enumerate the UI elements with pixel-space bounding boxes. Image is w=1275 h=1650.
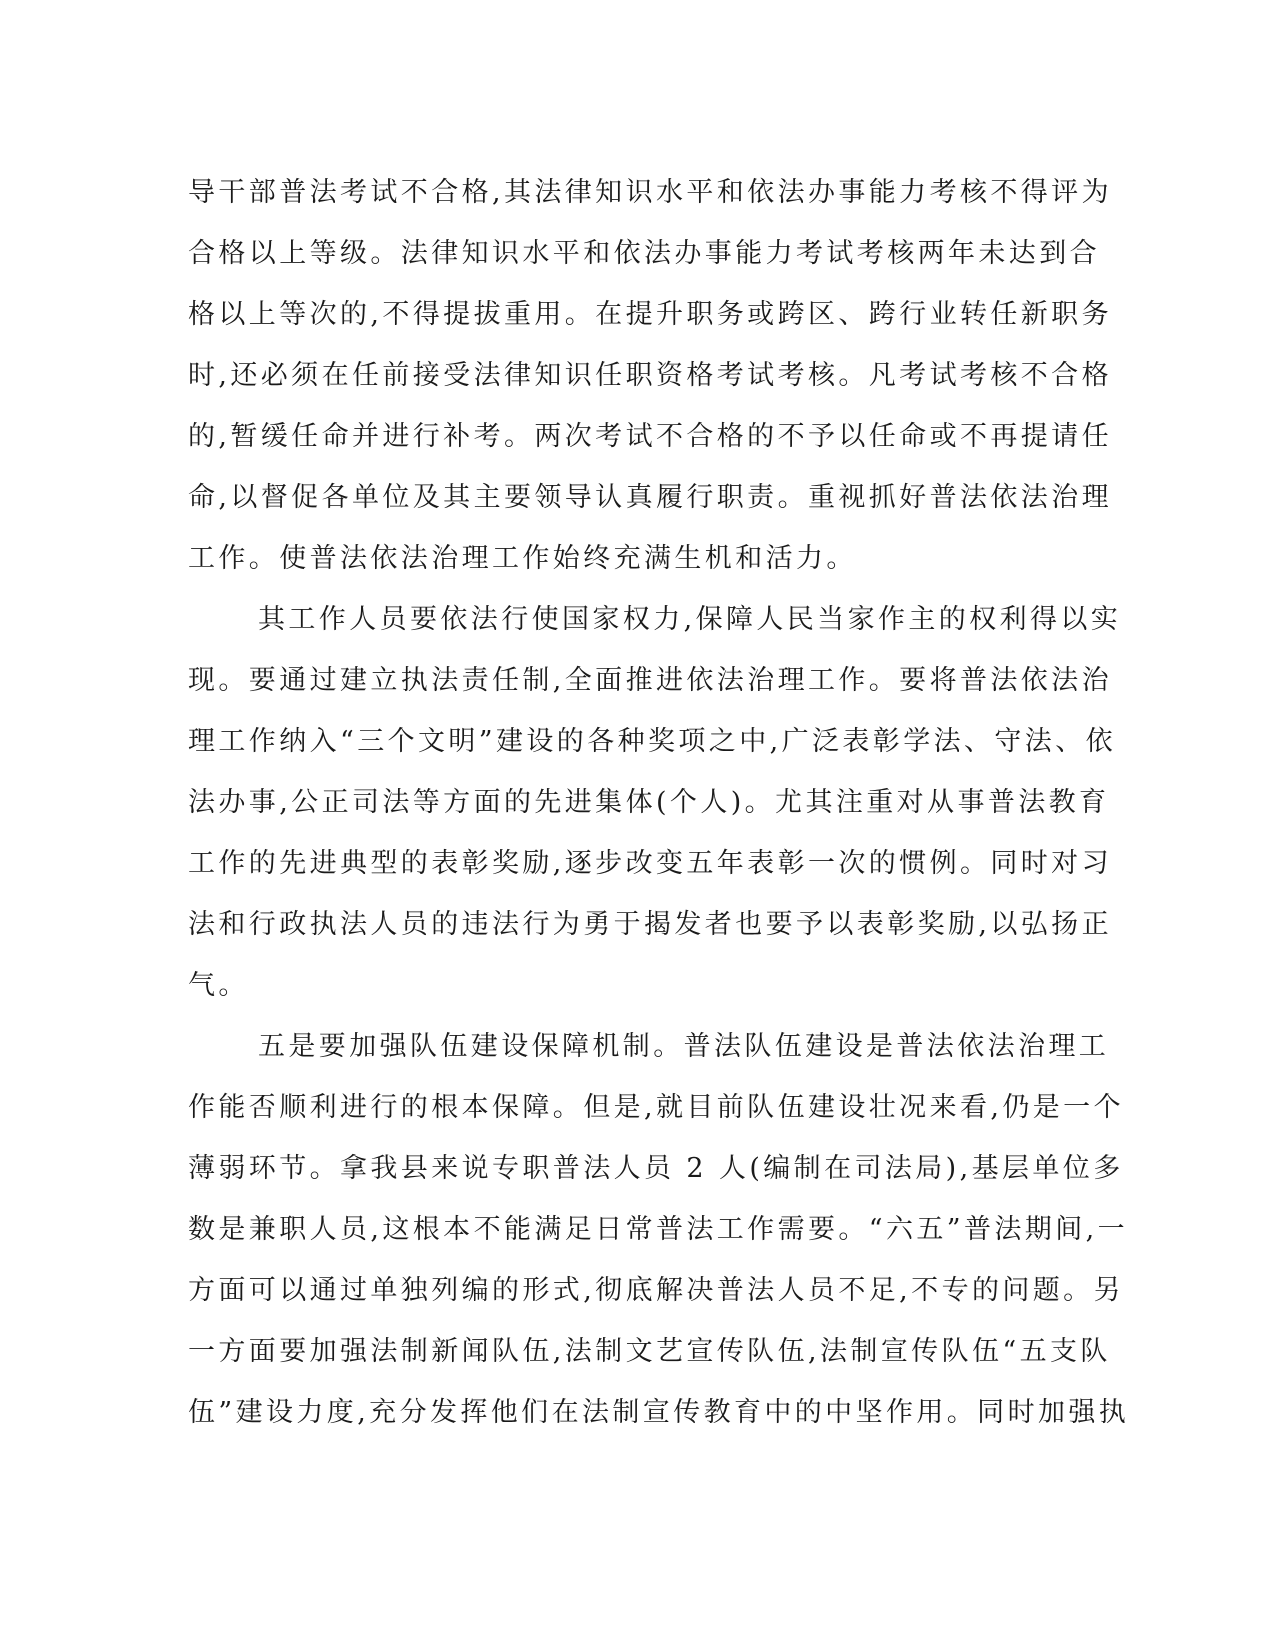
text-line: 命,以督促各单位及其主要领导认真履行职责。重视抓好普法依法治理 (188, 482, 1112, 513)
text-line: 薄弱环节。拿我县来说专职普法人员 2 人(编制在司法局),基层单位多 (188, 1153, 1124, 1184)
paragraph-2 (188, 589, 1122, 1016)
text-line: 法办事,公正司法等方面的先进集体(个人)。尤其注重对从事普法教育 (188, 787, 1110, 818)
text-line: 一方面要加强法制新闻队伍,法制文艺宣传队伍,法制宣传队伍“五支队 (188, 1336, 1111, 1367)
paragraph-1 (188, 162, 1112, 589)
text-line: 的,暂缓任命并进行补考。两次考试不合格的不予以任命或不再提请任 (188, 421, 1112, 452)
text-line: 伍”建设力度,充分发挥他们在法制宣传教育中的中坚作用。同时加强执 (188, 1397, 1130, 1428)
text-line: 作能否顺利进行的根本保障。但是,就目前队伍建设壮况来看,仍是一个 (188, 1092, 1124, 1123)
text-line: 工作的先进典型的表彰奖励,逐步改变五年表彰一次的惯例。同时对习 (188, 848, 1112, 879)
text-line: 气。 (188, 970, 249, 1001)
text-line: 其工作人员要依法行使国家权力,保障人民当家作主的权利得以实 (258, 604, 1122, 635)
text-line: 时,还必须在任前接受法律知识任职资格考试考核。凡考试考核不合格 (188, 360, 1112, 391)
text-line: 法和行政执法人员的违法行为勇于揭发者也要予以表彰奖励,以弘扬正 (188, 909, 1112, 940)
text-line: 数是兼职人员,这根本不能满足日常普法工作需要。“六五”普法期间,一 (188, 1214, 1128, 1245)
text-line: 导干部普法考试不合格,其法律知识水平和依法办事能力考核不得评为 (188, 177, 1112, 208)
text-line: 五是要加强队伍建设保障机制。普法队伍建设是普法依法治理工 (258, 1031, 1110, 1062)
body-text (188, 162, 1130, 1443)
text-line: 合格以上等级。法律知识水平和依法办事能力考试考核两年未达到合 (188, 238, 1100, 269)
text-line: 方面可以通过单独列编的形式,彻底解决普法人员不足,不专的问题。另 (188, 1275, 1124, 1306)
paragraph-3 (188, 1016, 1130, 1443)
text-line: 格以上等次的,不得提拔重用。在提升职务或跨区、跨行业转任新职务 (188, 299, 1112, 330)
text-line: 理工作纳入“三个文明”建设的各种奖项之中,广泛表彰学法、守法、依 (188, 726, 1116, 757)
text-line: 现。要通过建立执法责任制,全面推进依法治理工作。要将普法依法治 (188, 665, 1112, 696)
text-line: 工作。使普法依法治理工作始终充满生机和活力。 (188, 543, 857, 574)
